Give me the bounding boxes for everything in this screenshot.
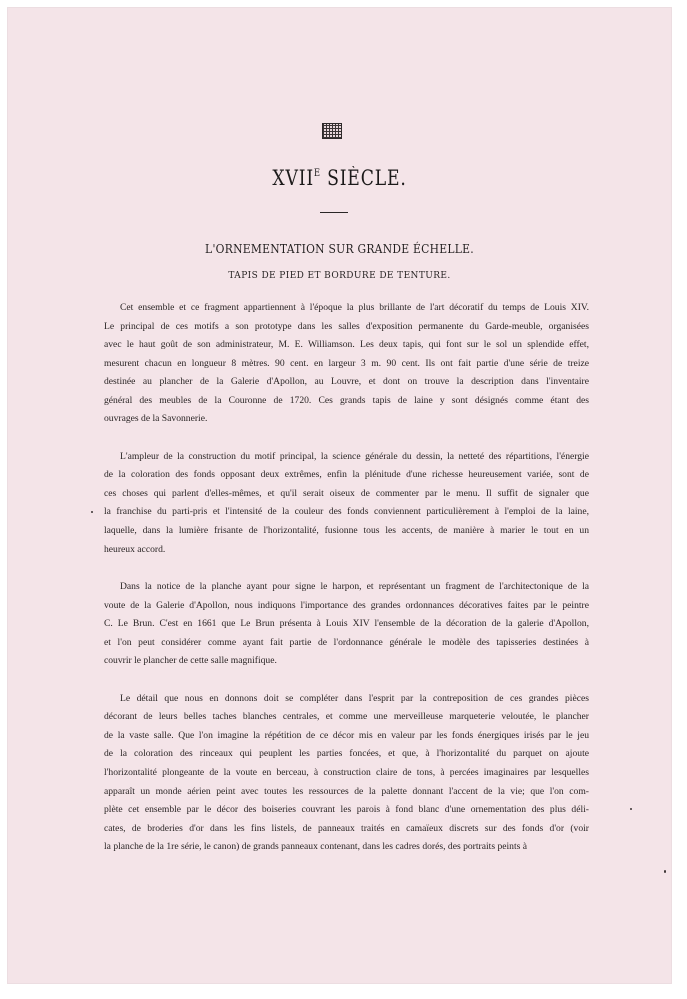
body-text — [104, 299, 589, 876]
text-line: de la coloration des fonds opposant deux extrêmes, enfin la plénitude d'une richesse heureusement variée, sont de — [104, 469, 589, 481]
text-line: Le détail que nous en donnons doit se compléter dans l'esprit par la contreposition de ces grandes pièces — [120, 692, 589, 704]
text-line: plète cet ensemble par le décor des boiseries couvrant les parois à fond blanc d'une ornementation des plus déli- — [104, 804, 589, 816]
paragraph — [104, 299, 589, 429]
text-line: laquelle, dans la lumière frisante de l'horizontalité, fusionne tous les accents, de manière à marier le tout en un — [104, 525, 589, 537]
text-line: ces choses qui parlent d'elles-mêmes, et qu'il serait oiseux de commenter par le menu. Il suffit de signaler que — [104, 487, 589, 499]
text-line: de la coloration des rinceaux qui peuplent les parties foncées, et que, à l'horizontalité du parquet on ajoute — [104, 748, 589, 760]
plate-title: TAPIS DE PIED ET BORDURE DE TENTURE. — [228, 271, 451, 281]
century-word: SIÈCLE. — [327, 166, 407, 190]
text-line: cates, de broderies d'or dans les fins listels, de panneaux traités en camaïeux discrets sur des fonds d'or (voir — [104, 822, 589, 834]
paragraph — [104, 448, 589, 559]
text-line: couvrir le plancher de cette salle magnifique. — [104, 655, 277, 667]
text-line: général des meubles de la Couronne de 1720. Ces grands tapis de laine y sont désignés comme étant des — [104, 394, 589, 406]
text-line: la franchise du parti-pris et l'intensité de la couleur des fonds conviennent particulièrement à l'emploi de la laine, — [104, 506, 589, 518]
text-line: heureux accord. — [104, 543, 166, 555]
title-divider — [320, 212, 348, 213]
text-line: C. Le Brun. C'est en 1661 que Le Brun présenta à Louis XIV l'ensemble de la décoration de la galerie d'Apollon, — [104, 618, 589, 630]
text-line: voute de la Galerie d'Apollon, nous indiquons l'importance des grandes ordonnances décoratives faites par le peintre — [104, 599, 589, 611]
paper-speck — [630, 808, 632, 810]
text-line: et l'on peut considérer comme ayant fait partie de l'ordonnance générale le modèle des tapisseries destinées à — [104, 636, 589, 648]
text-line: de la vaste salle. Que l'on imagine la répétition de ce décor mis en valeur par les fonds énergiques irisés par le jeu — [104, 729, 589, 741]
text-line: Le principal de ces motifs a son prototype dans les salles d'exposition permanente du Garde-meuble, organisées — [104, 320, 589, 332]
paragraph — [104, 578, 589, 671]
text-line: Cet ensemble et ce fragment appartiennent à l'époque la plus brillante de l'art décoratif du temps de Louis XIV. — [120, 302, 589, 313]
text-line: apparaît un monde aérien peint avec toutes les ressources de la palette donnant l'accent de la vie; que l'on com- — [104, 785, 589, 797]
text-line: L'ampleur de la construction du motif principal, la science générale du dessin, la netteté des répartitions, l'énergie — [120, 450, 589, 462]
paragraph — [104, 690, 589, 857]
text-line: décorant de leurs belles taches blanches centrales, et comme une merveilleuse marqueterie veloutée, le plancher — [104, 711, 589, 723]
text-line: ouvrages de la Savonnerie. — [104, 413, 208, 425]
century-superscript: E — [313, 168, 321, 179]
page-title — [68, 166, 612, 190]
paper-speck — [664, 870, 666, 873]
text-line: destinée au plancher de la Galerie d'Apollon, au Louvre, et dont on trouve la description dans l'inventaire — [104, 376, 589, 388]
printers-ornament-icon — [322, 123, 342, 139]
page-sheet — [8, 8, 671, 983]
text-line: avec le haut goût de son administrateur, M. E. Williamson. Les deux tapis, qui font sur le sol un splendide effet, — [104, 339, 589, 351]
text-line: l'horizontalité plongeante de la voute en berceau, à construction claire de tons, à percées imaginaires par lesquelles — [104, 767, 589, 779]
section-title: L'ORNEMENTATION SUR GRANDE ÉCHELLE. — [205, 241, 474, 256]
text-line: mesurent chacun en longueur 8 mètres. 90 cent. en largeur 3 m. 90 cent. Ils ont fait partie d'une série de treize — [104, 357, 589, 369]
century-numeral: XVII — [272, 166, 314, 190]
text-line: la planche de la 1re série, le canon) de grands panneaux contenant, dans les cadres dorés, des portraits peints à — [104, 841, 528, 853]
text-line: Dans la notice de la planche ayant pour signe le harpon, et représentant un fragment de l'architectonique de la — [120, 581, 589, 593]
paper-speck — [91, 511, 93, 513]
